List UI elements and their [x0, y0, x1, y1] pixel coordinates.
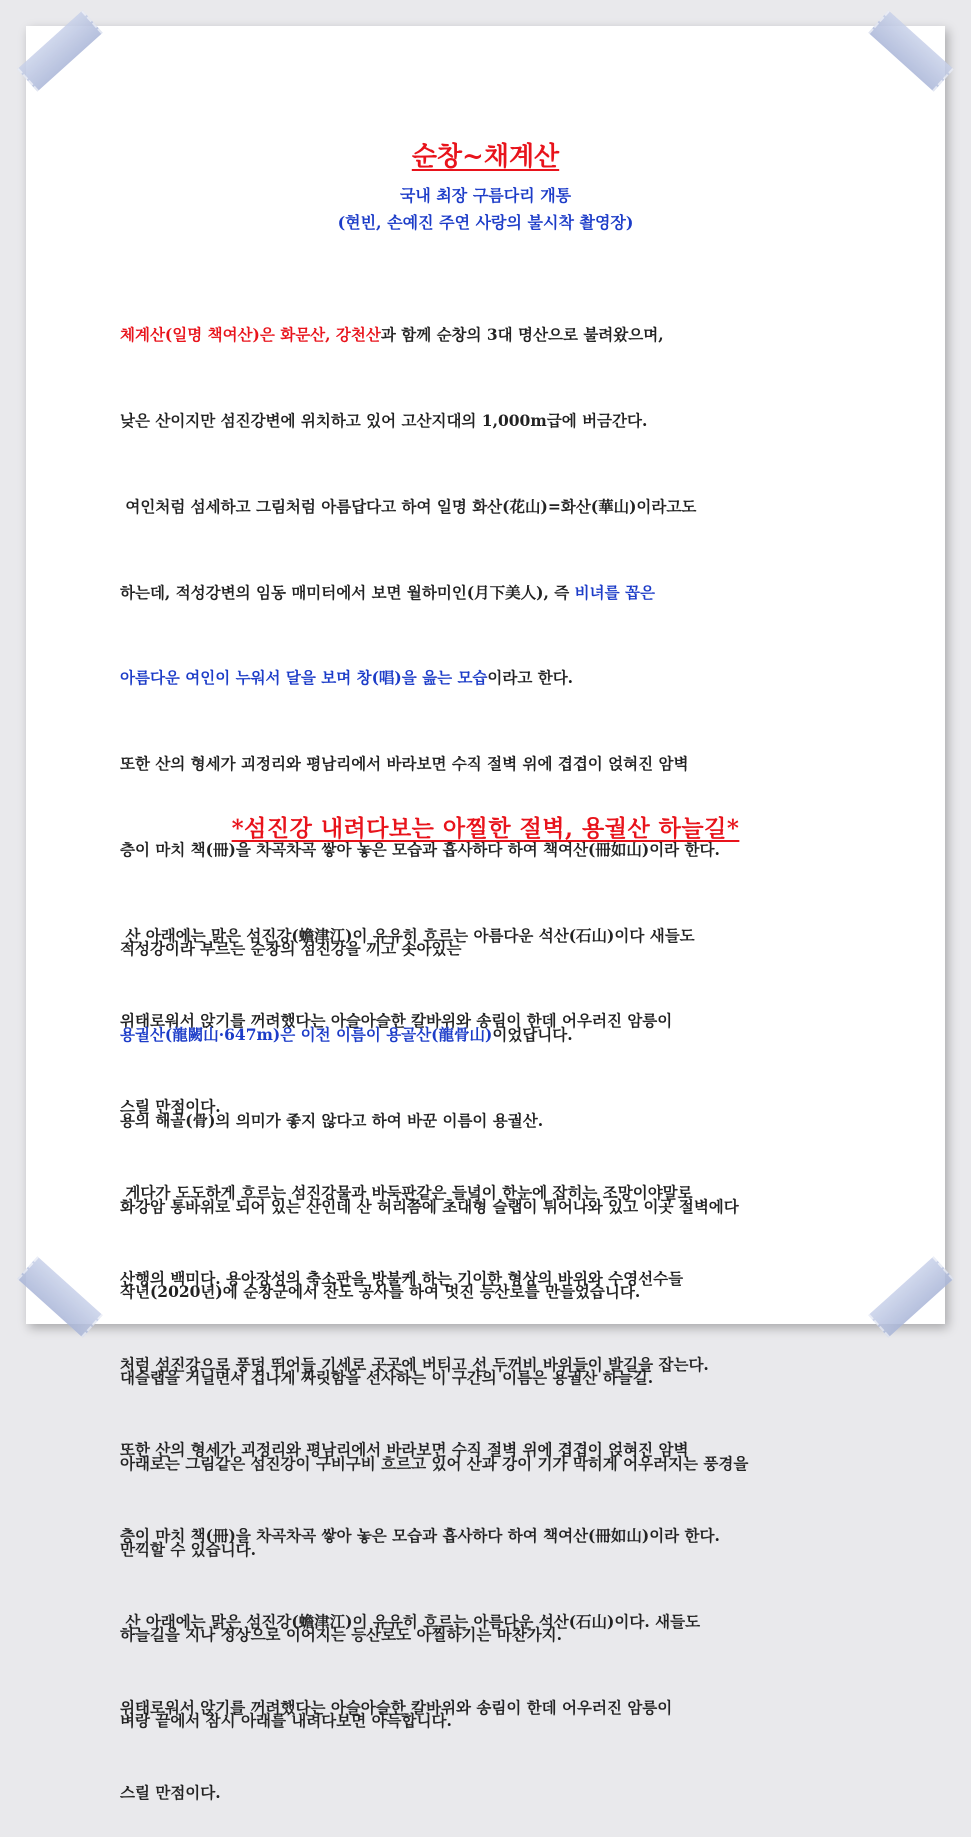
highlight-blue: 용궐산(龍闕山·647m)은 이전 이름이 용골산(龍骨山)	[120, 1024, 493, 1044]
subtitle-filming-location: (현빈, 손예진 주연 사랑의 불시착 촬영장)	[337, 213, 634, 232]
text-line: 또한 산의 형세가 괴정리와 평남리에서 바라보면 수직 절벽 위에 겹겹이 얹혀진 암벽	[120, 1440, 689, 1460]
text-line: 스릴 만점이다.	[120, 1783, 221, 1803]
text-line: 낮은 산이지만 섬진강변에 위치하고 있어 고산지대의 1,000m급에 버금간다.	[120, 410, 648, 430]
text-line: 산 아래에는 맑은 섬진강(蟾津江)이 유유히 흐르는 아름다운 석산(石山)이다. 새들도	[120, 1611, 701, 1631]
subtitle-cloud-bridge: 국내 최장 구름다리 개통	[399, 186, 572, 205]
text-line: 용궐산(龍闕山·647m)은 이전 이름이 용골산(龍骨山)이었답니다.	[120, 1024, 573, 1044]
text-line: 위태로워서 앉기를 꺼려했다는 아슬아슬한 칼바위와 송림이 한데 어우러진 암릉이	[120, 1011, 673, 1031]
text-line: 체계산(일명 책여산)은 화문산, 강천산과 함께 순창의 3대 명산으로 불려왔으며,	[120, 325, 664, 345]
tape-corner-top-left	[17, 10, 102, 91]
tape-corner-bottom-right	[868, 1256, 953, 1337]
text-line: 적성강이라 부르는 순창의 섬진강을 끼고 솟아있는	[120, 939, 462, 959]
text-line: 하는데, 적성강변의 임동 매미터에서 보면 월하미인(月下美人), 즉 비녀를 꼽은	[120, 582, 655, 602]
text-line: 층이 마치 책(冊)을 차곡차곡 쌓아 놓은 모습과 흡사하다 하여 책여산(冊如山)이라 한다.	[120, 1526, 720, 1546]
text-line: 하늘길을 지나 정상으로 이어지는 등산로도 아찔하기는 마찬가지.	[120, 1625, 563, 1645]
text-line: 대슬랩을 거닐면서 겁나게 짜릿함을 선사하는 이 구간의 이름은 용궐산 하늘길.	[120, 1368, 654, 1388]
text-line: 벼랑 끝에서 잠시 아래를 내려다보면 아득합니다.	[120, 1711, 452, 1731]
text-line: 또한 산의 형세가 괴정리와 평남리에서 바라보면 수직 절벽 위에 겹겹이 얹혀진 암벽	[120, 754, 689, 774]
tape-corner-top-right	[868, 10, 953, 91]
text-line: 산행의 백미다. 용아장성의 축소판을 방불케 하는 기이한 형상의 바위와 수영선수들	[120, 1268, 684, 1288]
text-line: 용의 해골(骨)의 의미가 좋지 않다고 하여 바꾼 이름이 용궐산.	[120, 1110, 544, 1130]
text-line: 만끽할 수 있습니다.	[120, 1539, 256, 1559]
text-line: 아름다운 여인이 누워서 달을 보며 창(唱)을 읊는 모습이라고 한다.	[120, 668, 574, 688]
text-line: 아래로는 그림같은 섬진강이 구비구비 흐르고 있어 산과 강이 기가 막히게 어우러지는 풍경을	[120, 1453, 749, 1473]
section-yonggwolsan-text	[120, 878, 860, 1764]
highlight-blue: 아름다운 여인이 누워서 달을 보며 창(唱)을 읊는 모습	[120, 668, 488, 688]
text-line: 산 아래에는 맑은 섬진강(蟾津江)이 유유히 흐르는 아름다운 석산(石山)이다 새들도	[120, 925, 695, 945]
text-line: 화강암 통바위로 되어 있는 산인데 산 허리쯤에 초대형 슬랩이 튀어나와 있고 이곳 절벽에다	[120, 1196, 739, 1216]
text-line: 층이 마치 책(冊)을 차곡차곡 쌓아 놓은 모습과 흡사하다 하여 책여산(冊如山)이라 한다.	[120, 839, 720, 859]
highlight-red: 체계산(일명 책여산)은 화문산, 강천산	[120, 325, 381, 345]
text-line: 위태로워서 앉기를 꺼려했다는 아슬아슬한 칼바위와 송림이 한데 어우러진 암릉이	[120, 1697, 673, 1717]
text-line: 게다가 도도하게 흐르는 섬진강물과 바둑판같은 들녘이 한눈에 잡히는 조망이야말로	[120, 1183, 693, 1202]
text-line: 작년(2020년)에 순창군에서 잔도 공사를 하여 멋진 등산로를 만들었습니다.	[120, 1282, 641, 1302]
tape-corner-bottom-left	[17, 1256, 102, 1337]
highlight-blue: 비녀를 꼽은	[574, 582, 655, 602]
text-line: 스릴 만점이다.	[120, 1097, 221, 1117]
text-line: 여인처럼 섬세하고 그림처럼 아름답다고 하여 일명 화산(花山)=화산(華山)이라고도	[120, 496, 697, 516]
page-title: 순창~채계산	[411, 142, 560, 172]
text-line: 처럼 섬진강으로 풍덩 뛰어들 기세로 곳곳에 버티고 선 두꺼비 바위들이 발길을 잡는다.	[120, 1354, 709, 1374]
section-heading-yonggwolsan: *섬진강 내려다보는 아찔한 절벽, 용궐산 하늘길*	[231, 815, 740, 842]
